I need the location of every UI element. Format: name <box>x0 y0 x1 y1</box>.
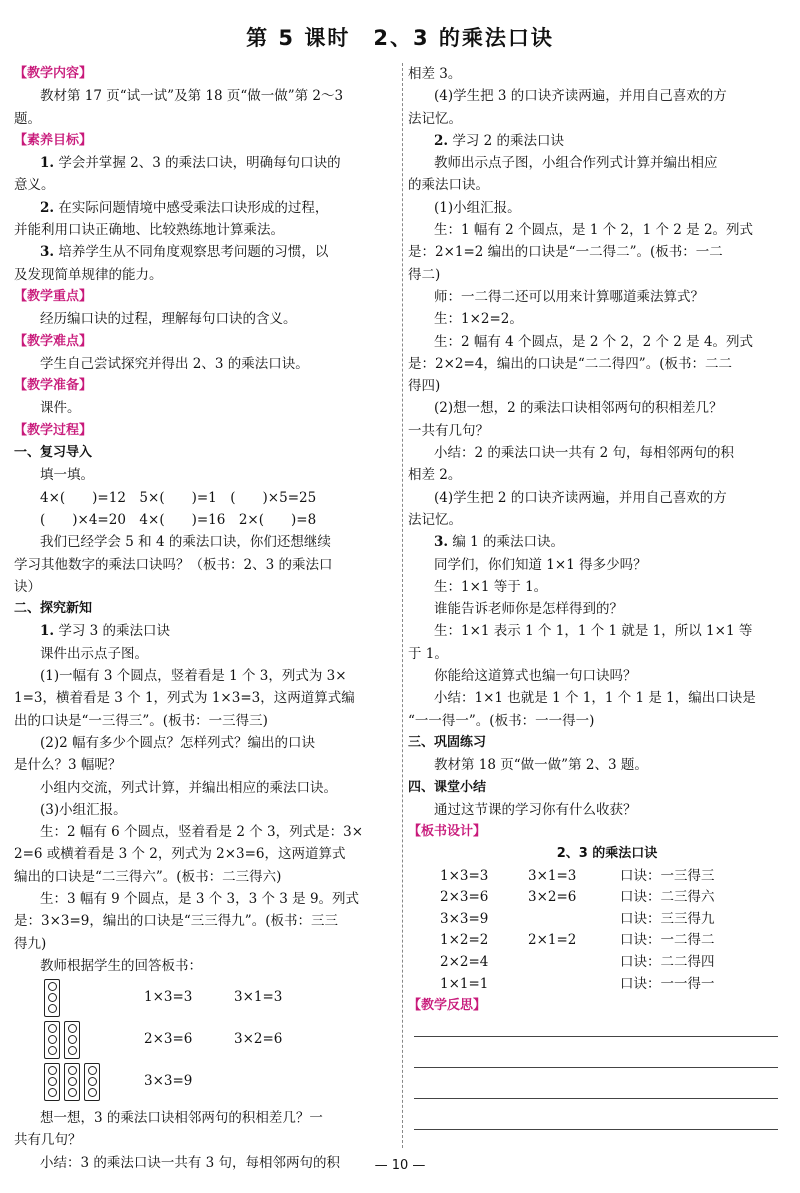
dot-group-icon <box>44 979 60 1017</box>
paragraph: (4)学生把 3 的口诀齐读两遍，并用自己喜欢的方 <box>434 88 727 105</box>
section-review: 一、复习导入 <box>14 445 93 461</box>
paragraph: 2=6 或横着看是 3 个 2，列式为 2×3=6，这两道算式 <box>14 846 346 863</box>
paragraph: 教师出示点子图，小组合作列式计算并编出相应 <box>434 155 718 172</box>
board-row <box>408 974 786 996</box>
page-title: 第 5 课时 2、3 的乘法口诀 <box>246 26 554 50</box>
board-row <box>408 952 786 974</box>
paragraph: 师：一二得二还可以用来计算哪道乘法算式？ <box>434 288 704 305</box>
page-number: — 10 — <box>374 1158 426 1173</box>
heading-reflection: 【教学反思】 <box>408 998 487 1014</box>
goal-2 <box>14 197 398 219</box>
dot-groups <box>44 1021 84 1059</box>
board-formula: 3×1=3 <box>528 867 577 884</box>
formula: 3×2=6 <box>234 1031 283 1048</box>
board-formula: 2×2=4 <box>440 954 489 971</box>
board-row <box>408 887 786 909</box>
paragraph: 法记忆。 <box>408 110 462 127</box>
paragraph: 小结：3 的乘法口诀一共有 3 句，每相邻两句的积 <box>40 1154 341 1171</box>
subsection-text: 编 1 的乘法口诀。 <box>448 534 565 551</box>
board-formula: 3×2=6 <box>528 889 577 906</box>
board-rhyme: 口诀：二三得六 <box>620 889 715 906</box>
paragraph: 小结：2 的乘法口诀一共有 2 句，每相邻两句的积 <box>434 445 735 462</box>
goal-text: 学会并掌握 2、3 的乘法口诀，明确每句口诀的 <box>54 155 341 172</box>
paragraph: 的乘法口诀。 <box>408 177 489 194</box>
paragraph: 编出的口诀是“二三得六”。(板书：二三得六) <box>14 868 282 885</box>
board-formula: 2×1=2 <box>528 932 577 949</box>
paragraph: (2)想一想，2 的乘法口诀相邻两句的积相差几？ <box>434 400 723 417</box>
paragraph: 是：2×1=2 编出的口诀是“一二得二”。(板书：一二 <box>408 244 723 261</box>
goal-number: 1. <box>40 155 55 172</box>
paragraph: (3)小组汇报。 <box>40 801 127 818</box>
subsection-text: 学习 3 的乘法口诀 <box>54 623 171 640</box>
paragraph: 于 1。 <box>408 645 448 662</box>
paragraph: 教材第 17 页“试一试”及第 18 页“做一做”第 2～3 <box>40 88 344 105</box>
dot-group-icon <box>64 1063 80 1101</box>
dot-figure-row-1 <box>14 977 398 1019</box>
paragraph: (2)2 幅有多少个圆点？怎样列式？编出的口诀 <box>40 734 316 751</box>
goal-1 <box>14 152 398 174</box>
paragraph: 是：2×2=4，编出的口诀是“二二得四”。(板书：二二 <box>408 355 732 372</box>
section-explore: 二、探究新知 <box>14 601 93 617</box>
paragraph: 教材第 18 页“做一做”第 2、3 题。 <box>434 757 648 774</box>
heading-key-points: 【教学重点】 <box>14 288 93 304</box>
paragraph: 谁能告诉老师你是怎样得到的？ <box>434 601 623 618</box>
exercise-row: ( )×4=20 4×( )=16 2×( )=8 <box>40 511 317 528</box>
goal-number: 3. <box>40 244 55 261</box>
board-row <box>408 930 786 952</box>
subsection-number: 1. <box>40 623 55 640</box>
dot-groups <box>44 1063 104 1101</box>
paragraph: 得二) <box>408 266 441 283</box>
paragraph: 是什么？3 幅呢？ <box>14 757 122 774</box>
board-formula: 1×2=2 <box>440 932 489 949</box>
paragraph: 课件出示点子图。 <box>40 645 148 662</box>
paragraph: 得四) <box>408 378 441 395</box>
paragraph: 同学们，你们知道 1×1 得多少吗？ <box>434 556 647 573</box>
right-column <box>408 63 786 1130</box>
board-rhyme: 口诀：一二得二 <box>620 932 715 949</box>
writing-line <box>414 1129 778 1130</box>
formula: 3×3=9 <box>144 1073 193 1090</box>
board-formula: 3×3=9 <box>440 910 489 927</box>
board-formula: 2×3=6 <box>440 889 489 906</box>
paragraph: “一一得一”。(板书：一一得一) <box>408 712 595 729</box>
paragraph: 小结：1×1 也就是 1 个 1，1 个 1 是 1，编出口诀是 <box>434 690 756 707</box>
paragraph: 生：2 幅有 4 个圆点，是 2 个 2，2 个 2 是 4。列式 <box>434 333 754 350</box>
board-table <box>408 866 786 996</box>
dot-figure-row-2 <box>14 1019 398 1061</box>
board-rhyme: 口诀：一三得三 <box>620 867 715 884</box>
board-rhyme: 口诀：一一得一 <box>620 975 715 992</box>
formula: 2×3=6 <box>144 1031 193 1048</box>
paragraph: 法记忆。 <box>408 511 462 528</box>
heading-board-design: 【板书设计】 <box>408 824 487 840</box>
heading-preparation: 【教学准备】 <box>14 378 93 394</box>
paragraph: 及发现简单规律的能力。 <box>14 266 163 283</box>
paragraph: 小组内交流，列式计算，并编出相应的乘法口诀。 <box>40 779 337 796</box>
paragraph: 题。 <box>14 110 41 127</box>
goal-number: 2. <box>40 199 55 216</box>
dot-figure-row-3 <box>14 1061 398 1107</box>
goal-3 <box>14 241 398 263</box>
paragraph: 相差 2。 <box>408 467 462 484</box>
board-rhyme: 口诀：三三得九 <box>620 910 715 927</box>
heading-difficulties: 【教学难点】 <box>14 333 93 349</box>
column-divider <box>402 63 403 1148</box>
board-rhyme: 口诀：二二得四 <box>620 954 715 971</box>
paragraph: 教师根据学生的回答板书： <box>40 957 202 974</box>
paragraph: 生：1 幅有 2 个圆点，是 1 个 2，1 个 2 是 2。列式 <box>434 222 754 239</box>
paragraph: 出的口诀是“一三得三”。(板书：一三得三) <box>14 712 268 729</box>
formula: 1×3=3 <box>144 989 193 1006</box>
paragraph: 诀） <box>14 578 41 595</box>
paragraph: (4)学生把 2 的口诀齐读两遍，并用自己喜欢的方 <box>434 489 727 506</box>
paragraph: (1)小组汇报。 <box>434 199 521 216</box>
paragraph: 并能利用口诀正确地、比较熟练地计算乘法。 <box>14 222 284 239</box>
board-formula: 1×1=1 <box>440 975 489 992</box>
paragraph: 生：3 幅有 9 个圆点，是 3 个 3，3 个 3 是 9。列式 <box>40 890 360 907</box>
heading-process: 【教学过程】 <box>14 422 93 438</box>
section-summary: 四、课堂小结 <box>408 779 487 795</box>
paragraph: 1=3，横着看是 3 个 1，列式为 1×3=3，这两道算式编 <box>14 690 355 707</box>
subsection-learn-3 <box>14 620 398 642</box>
goal-text: 在实际问题情境中感受乘法口诀形成的过程， <box>54 199 329 216</box>
dot-group-icon <box>64 1021 80 1059</box>
paragraph: 经历编口诀的过程，理解每句口诀的含义。 <box>40 311 297 328</box>
subsection-number: 3. <box>434 534 449 551</box>
paragraph: 生：2 幅有 6 个圆点，竖着看是 2 个 3，列式是：3× <box>40 824 364 841</box>
subsection-learn-2 <box>408 130 786 152</box>
paragraph: 生：1×2=2。 <box>434 311 523 328</box>
board-title: 2、3 的乘法口诀 <box>556 846 658 862</box>
subsection-text: 学习 2 的乘法口诀 <box>448 132 565 149</box>
formula: 3×1=3 <box>234 989 283 1006</box>
dot-group-icon <box>84 1063 100 1101</box>
left-column <box>14 63 398 1174</box>
paragraph: 是：3×3=9，编出的口诀是“三三得九”。(板书：三三 <box>14 913 338 930</box>
paragraph: 意义。 <box>14 177 55 194</box>
subsection-learn-1 <box>408 531 786 553</box>
heading-teaching-content: 【教学内容】 <box>14 66 93 81</box>
dot-group-icon <box>44 1063 60 1101</box>
dot-group-icon <box>44 1021 60 1059</box>
paragraph: 一共有几句？ <box>408 422 489 439</box>
board-formula: 1×3=3 <box>440 867 489 884</box>
board-row <box>408 909 786 931</box>
paragraph: 通过这节课的学习你有什么收获？ <box>434 801 637 818</box>
dot-groups <box>44 979 64 1017</box>
board-row <box>408 866 786 888</box>
paragraph: 共有几句？ <box>14 1132 82 1149</box>
paragraph: 生：1×1 表示 1 个 1，1 个 1 就是 1，所以 1×1 等 <box>434 623 753 640</box>
exercise-row: 4×( )=12 5×( )=1 ( )×5=25 <box>40 489 317 506</box>
paragraph: 学生自己尝试探究并得出 2、3 的乘法口诀。 <box>40 355 309 372</box>
subsection-number: 2. <box>434 132 449 149</box>
heading-goals: 【素养目标】 <box>14 132 93 148</box>
paragraph: 课件。 <box>40 400 81 417</box>
paragraph: 相差 3。 <box>408 66 462 82</box>
paragraph: 得九) <box>14 935 47 952</box>
paragraph: 生：1×1 等于 1。 <box>434 578 548 595</box>
paragraph: 我们已经学会 5 和 4 的乘法口诀，你们还想继续 <box>40 534 331 551</box>
goal-text: 培养学生从不同角度观察思考问题的习惯，以 <box>54 244 329 261</box>
paragraph: 想一想，3 的乘法口诀相邻两句的积相差几？一 <box>40 1110 323 1127</box>
paragraph: (1)一幅有 3 个圆点，竖着看是 1 个 3，列式为 3× <box>40 668 347 685</box>
section-practice: 三、巩固练习 <box>408 734 487 750</box>
paragraph: 学习其他数字的乘法口诀吗？（板书：2、3 的乘法口 <box>14 556 333 573</box>
paragraph: 填一填。 <box>40 467 94 484</box>
paragraph: 你能给这道算式也编一句口诀吗？ <box>434 668 637 685</box>
